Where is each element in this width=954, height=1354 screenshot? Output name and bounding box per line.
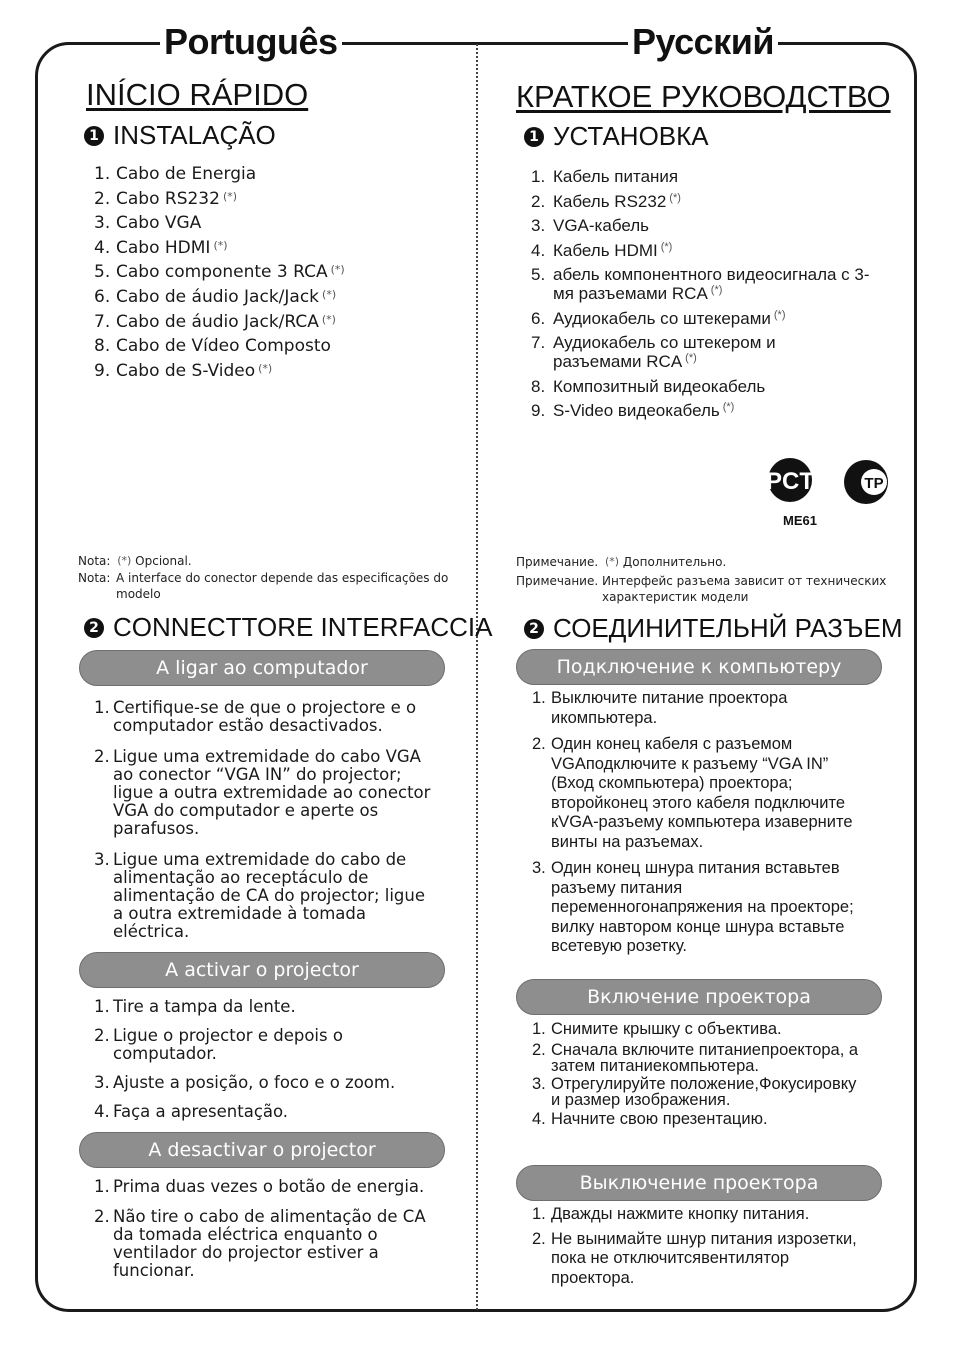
- list-item: 1. Снимите крышку с объектива.: [532, 1020, 782, 1038]
- list-item: 3. Один конец шнура питания вставьтев разъему питания переменногонапряжения на проекторе; вилку навтором конце шнура вставьте всетевую розетку.: [532, 859, 854, 955]
- connector-heading: [84, 612, 492, 643]
- quick-start-title: INÍCIO RÁPIDO: [86, 77, 309, 112]
- section-turn-off: A desactivar o projector: [79, 1132, 445, 1168]
- section-turn-on: Включение проектора: [516, 979, 882, 1015]
- installation-heading: [524, 121, 709, 152]
- installation-heading: [84, 120, 276, 151]
- section-turn-on: A activar o projector: [79, 952, 445, 988]
- section-connect-computer: Подключение к компьютеру: [516, 649, 882, 685]
- turn-on-steps: [532, 1020, 882, 1129]
- list-item: 1. Certifique-se de que o projectore e o computador estão desactivados.: [94, 698, 417, 735]
- list-item: 2. Ligue o projector e depois o computador.: [94, 1026, 343, 1063]
- connect-steps: [532, 689, 862, 957]
- list-item: 2. Не вынимайте шнур питания изрозетки, пока не отключитсявентилятор проектора.: [532, 1229, 857, 1287]
- list-item: 9. S-Video видеокабель (*): [531, 401, 735, 420]
- list-item: 6. Cabo de áudio Jack/Jack (*): [94, 286, 337, 307]
- list-item: 4. Cabo HDMI (*): [94, 237, 228, 258]
- list-item: 2. Ligue uma extremidade do cabo VGA ao conector “VGA IN” do projector; ligue a outra extremidade ao conector VGA do computador e aperte os parafusos.: [94, 747, 431, 838]
- connector-heading-label: CONNECTTORE INTERFACCIA: [113, 612, 493, 642]
- list-item: 3. Ligue uma extremidade do cabo de alimentação ao receptáculo de alimentação de CA do projector; ligue a outra extremidade à tomada eléctrica.: [94, 850, 426, 941]
- list-item: 5. абель компонентного видеосигнала с 3-мя разъемами RCA (*): [531, 265, 870, 303]
- pct-certification-logo: [766, 456, 906, 530]
- list-item: 3. Отрегулируйте положение,Фокусировку и размер изображения.: [532, 1074, 857, 1109]
- svg-text:ТР: ТР: [864, 475, 884, 492]
- list-item: 3. Cabo VGA: [94, 213, 202, 234]
- svg-text:ME61: ME61: [783, 513, 817, 528]
- list-item: 5. Cabo componente 3 RCA (*): [94, 262, 345, 283]
- cable-list: [531, 167, 891, 420]
- list-item: 4. Faça a apresentação.: [94, 1102, 289, 1121]
- list-item: 1. Дважды нажмите кнопку питания.: [532, 1205, 810, 1223]
- list-item: 3. VGA-кабель: [531, 216, 650, 235]
- section-connect-computer: A ligar ao computador: [79, 650, 445, 686]
- portuguese-title: Português: [160, 20, 342, 64]
- list-item: 1. Выключите питание проектора икомпьютера.: [532, 689, 788, 727]
- section-turn-off: Выключение проектора: [516, 1165, 882, 1201]
- list-item: 3. Ajuste a posição, o foco e o zoom.: [94, 1073, 396, 1092]
- turn-off-steps: [94, 1178, 444, 1280]
- list-item: 6. Аудиокабель со штекерами (*): [531, 308, 786, 328]
- connector-heading: [524, 613, 903, 644]
- list-item: 4. Начните свою презентацию.: [532, 1109, 768, 1128]
- number-two-icon: 2: [524, 619, 544, 639]
- number-one-icon: 1: [524, 127, 544, 147]
- number-two-icon: 2: [84, 618, 104, 638]
- note-interface: Nota: A interface do conector depende das especificações do modelo: [78, 571, 449, 601]
- list-item: 7. Cabo de áudio Jack/RCA (*): [94, 311, 336, 332]
- list-item: 1. Prima duas vezes o botão de energia.: [94, 1177, 425, 1196]
- connector-heading-label: СОЕДИНИТЕЛЬНЙ РАЗЪЕМ: [553, 613, 903, 643]
- list-item: 1. Кабель питания: [531, 167, 679, 186]
- russian-title: Русский: [628, 20, 778, 64]
- connect-steps: [94, 699, 434, 941]
- list-item: 8. Композитный видеокабель: [531, 376, 766, 396]
- list-item: 2. Один конец кабеля с разъемом VGAподключите к разъему “VGA IN” (Вход скомпьютера) проектора; второйконец этого кабеля подключите кVGA-разъему компьютера изаверните винты на разъемах.: [532, 735, 853, 851]
- note-optional: Nota: (*) Opcional.: [78, 554, 192, 568]
- list-item: 2. Cabo RS232 (*): [94, 188, 238, 209]
- list-item: 1. Tire a tampa da lente.: [94, 997, 296, 1016]
- installation-heading-label: УСТАНОВКА: [553, 121, 709, 151]
- turn-on-steps: [94, 998, 434, 1121]
- column-divider: [476, 44, 478, 1310]
- installation-heading-label: INSTALAÇÃO: [113, 120, 276, 150]
- number-one-icon: 1: [84, 126, 104, 146]
- list-item: 2. Сначала включите питаниепроектора, а затем питаниекомпьютера.: [532, 1040, 859, 1075]
- list-item: 2. Não tire o cabo de alimentação de CA da tomada eléctrica enquanto o ventilador do projector estiver a funcionar.: [94, 1207, 426, 1280]
- list-item: 8. Cabo de Vídeo Composto: [94, 336, 331, 357]
- turn-off-steps: [532, 1205, 882, 1288]
- list-item: 1. Cabo de Energia: [94, 164, 257, 184]
- note-interface: Примечание. Интерфейс разъема зависит от технических характеристик модели: [516, 574, 887, 604]
- quick-start-title: КРАТКОЕ РУКОВОДСТВО: [516, 79, 891, 114]
- list-item: 2. Кабель RS232 (*): [531, 191, 681, 211]
- certification-marks: [766, 456, 906, 530]
- list-item: 9. Cabo de S-Video (*): [94, 360, 273, 381]
- list-item: 7. Аудиокабель со штекером и разъемами RCA (*): [531, 333, 776, 371]
- cable-list: [94, 165, 454, 386]
- list-item: 4. Кабель HDMI (*): [531, 240, 673, 260]
- note-optional: Примечание. (*) Дополнительно.: [516, 555, 727, 569]
- svg-text:PCT: PCT: [766, 468, 814, 495]
